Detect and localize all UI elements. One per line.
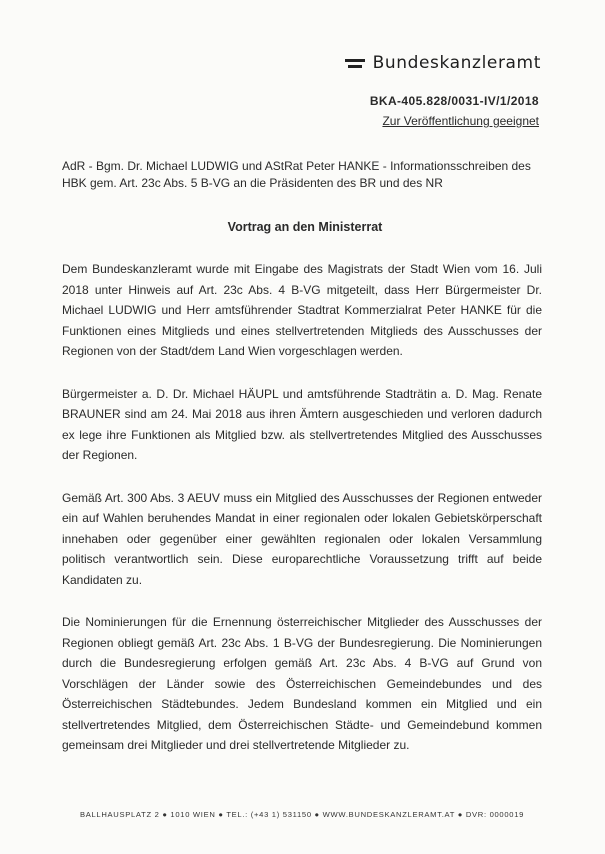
reference-block <box>370 91 539 131</box>
logo-text: Bundeskanzleramt <box>372 53 541 73</box>
paragraph: Gemäß Art. 300 Abs. 3 AEUV muss ein Mitglied des Ausschusses der Regionen entweder ein auf Wahlen beruhendes Mandat in einer regionalen oder lokalen Gebietskörperschaft innehaben oder gegenüber einer gewählten regionalen oder lokalen Versammlung politisch verantwortlich sein. Diese europarechtliche Voraussetzung trifft auf beide Kandidaten zu. <box>62 490 542 587</box>
ministry-logo <box>345 53 541 73</box>
paragraph: Dem Bundeskanzleramt wurde mit Eingabe des Magistrats der Stadt Wien vom 16. Juli 2018 unter Hinweis auf Art. 23c Abs. 4 B-VG mitgeteilt, dass Herr Bürgermeister Dr. Michael LUDWIG und Herr amtsführender Stadtrat Kommerzialrat Peter HANKE für die Funktionen eines Mitglieds und eines stellvertretenden Mitglieds des Ausschusses der Regionen von der Stadt/dem Land Wien vorgeschlagen werden. <box>62 262 542 358</box>
reference-number: BKA-405.828/0031-IV/1/2018 <box>369 94 539 108</box>
paragraph: Die Nominierungen für die Ernennung österreichischer Mitglieder des Ausschusses der Regionen obliegt gemäß Art. 23c Abs. 1 B-VG der Bundesregierung. Die Nominierungen durch die Bundesregierung erfolgen gemäß Art. 23c Abs. 4 B-VG auf Grund von Vorschlägen der Länder sowie des Österreichischen Gemeindebundes und des Österreichischen Städtebundes. Jedem Bundesland kommen ein Mitglied und ein stellvertretendes Mitglied, dem Österreichischen Städte- und Gemeindebund kommen gemeinsam drei Mitglieder und drei stellvertretende Mitglieder zu. <box>62 615 542 752</box>
document-body <box>62 259 542 778</box>
document-heading: Vortrag an den Ministerrat <box>227 220 383 234</box>
paragraph: Bürgermeister a. D. Dr. Michael HÄUPL und amtsführende Stadträtin a. D. Mag. Renate BRAUNER sind am 24. Mai 2018 aus ihren Ämtern ausgeschieden und verloren dadurch ex lege ihre Funktionen als Mitglied bzw. als stellvertretendes Mitglied des Ausschusses der Regionen. <box>62 386 542 462</box>
publication-note: Zur Veröffentlichung geeignet <box>382 114 539 128</box>
ministry-emblem-icon <box>345 59 365 68</box>
subject-line: AdR - Bgm. Dr. Michael LUDWIG und AStRat Peter HANKE - Informationsschreiben des HBK gem. Art. 23c Abs. 5 B-VG an die Präsidenten des BR und des NR <box>62 159 531 190</box>
footer-address: BALLHAUSPLATZ 2 ● 1010 WIEN ● TEL.: (+43 1) 531150 ● WWW.BUNDESKANZLERAMT.AT ● DVR: 0000019 <box>79 810 525 819</box>
